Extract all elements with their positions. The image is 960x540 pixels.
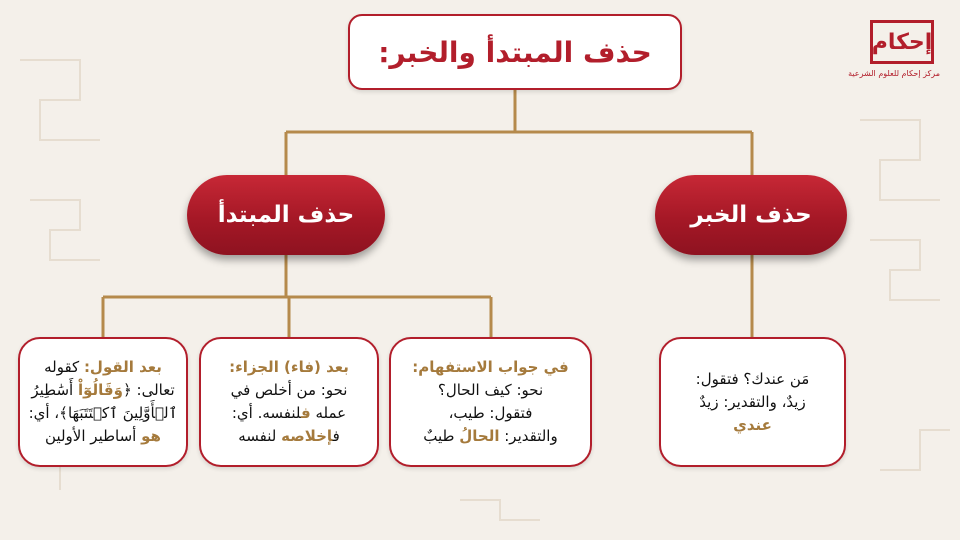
card-qawl-line4 <box>28 425 178 448</box>
card-fa-jaza-line1: نحو: من أخلص في <box>230 381 348 399</box>
card-istifham-line1: نحو: كيف الحال؟ <box>437 381 544 399</box>
card-khabar-example <box>659 337 846 467</box>
branch-khabar-label: حذف الخبر <box>690 202 812 228</box>
card-istifham-line3-prefix: والتقدير: <box>499 427 558 445</box>
diagram-title-text: حذف المبتدأ والخبر: <box>378 35 652 69</box>
card-qawl-line2-suffix: أَسَٰطِيرُ <box>31 381 78 399</box>
card-fa-jaza-line2 <box>209 402 369 425</box>
card-fa-jaza-line2-prefix: عمله <box>310 404 347 422</box>
card-qawl-line4-highlight: هو <box>141 427 161 445</box>
card-qawl-line1 <box>28 356 178 379</box>
card-fa-jaza-line2-suffix: لنفسه. أي: <box>231 404 301 422</box>
card-qawl-line2 <box>28 379 178 402</box>
card-khabar-line2: زيدٌ، والتقدير: زيدٌ <box>699 392 806 411</box>
card-istifham-line2: فتقول: طيب، <box>448 404 533 422</box>
card-khabar-line3: عندي <box>733 415 772 434</box>
card-khabar-line1: مَن عندك؟ فتقول: <box>695 369 810 388</box>
card-qawl-line2-highlight: وَقَالُوٓاْ <box>77 381 123 399</box>
card-fa-jaza-line3-highlight: إخلاصه <box>281 427 333 445</box>
card-fa-jaza-line2-highlight: ف <box>300 404 311 422</box>
branch-mubtada <box>187 175 385 255</box>
card-istifham-line3-highlight: الحالُ <box>459 427 500 445</box>
card-istifham-heading: في جواب الاستفهام: <box>412 358 569 376</box>
card-istifham-line3-suffix: طيبٌ <box>423 427 460 445</box>
card-istifham <box>389 337 592 467</box>
card-qawl-line4-suffix: أساطير الأولين <box>45 427 142 445</box>
card-qawl-heading: بعد القول: <box>83 358 162 376</box>
brand-logo <box>848 20 940 90</box>
card-fa-jaza <box>199 337 379 467</box>
card-fa-jaza-line3 <box>209 425 369 448</box>
branch-khabar <box>655 175 847 255</box>
branch-mubtada-label: حذف المبتدأ <box>217 202 355 228</box>
card-fa-jaza-heading: بعد (فاء) الجزاء: <box>229 358 349 376</box>
card-fa-jaza-line3-prefix: ف <box>332 427 340 445</box>
card-qawl <box>18 337 188 467</box>
card-fa-jaza-line3-suffix: لنفسه <box>238 427 282 445</box>
brand-logo-mark: إحكام <box>870 20 934 64</box>
card-qawl-line3: ٱلۡأَوَّلِينَ ٱكۡتَتَبَهَا﴾، أي: <box>28 404 178 422</box>
diagram-title <box>348 14 682 90</box>
card-istifham-line3 <box>399 425 582 448</box>
card-qawl-line2-prefix: تعالى: ﴿ <box>122 381 175 399</box>
card-qawl-heading-suffix: كقوله <box>44 358 84 376</box>
brand-logo-subtitle: مركز إحكام للعلوم الشرعية <box>848 69 940 78</box>
